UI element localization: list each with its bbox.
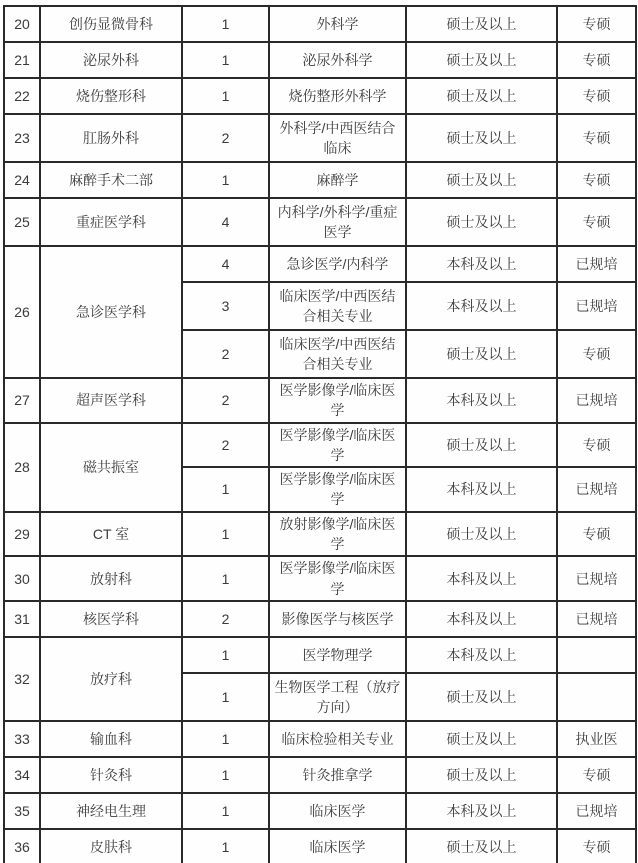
category-cell: 专硕 — [557, 330, 636, 378]
category-cell: 专硕 — [557, 78, 636, 114]
table-row — [4, 78, 636, 114]
education-cell: 本科及以上 — [406, 467, 557, 512]
category-cell: 已规培 — [557, 246, 636, 282]
row-number-cell: 33 — [4, 721, 40, 757]
education-cell: 硕士及以上 — [406, 673, 557, 721]
major-cell: 急诊医学/内科学 — [269, 246, 406, 282]
count-cell: 1 — [182, 829, 269, 863]
category-cell: 已规培 — [557, 556, 636, 601]
category-cell: 专硕 — [557, 6, 636, 42]
major-cell: 临床医学 — [269, 829, 406, 863]
count-cell: 2 — [182, 114, 269, 162]
count-cell: 1 — [182, 467, 269, 512]
category-cell — [557, 637, 636, 673]
table-row — [4, 721, 636, 757]
department-cell: 神经电生理 — [40, 793, 182, 829]
category-cell: 已规培 — [557, 467, 636, 512]
table-row — [4, 162, 636, 198]
department-cell: 放疗科 — [40, 637, 182, 721]
education-cell: 本科及以上 — [406, 793, 557, 829]
education-cell: 硕士及以上 — [406, 330, 557, 378]
department-cell: 泌尿外科 — [40, 42, 182, 78]
count-cell: 1 — [182, 793, 269, 829]
count-cell: 1 — [182, 6, 269, 42]
table-row — [4, 512, 636, 557]
education-cell: 硕士及以上 — [406, 512, 557, 557]
count-cell: 2 — [182, 330, 269, 378]
major-cell: 麻醉学 — [269, 162, 406, 198]
education-cell: 硕士及以上 — [406, 198, 557, 246]
count-cell: 2 — [182, 601, 269, 637]
major-cell: 泌尿外科学 — [269, 42, 406, 78]
recruitment-table — [3, 5, 637, 863]
education-cell: 硕士及以上 — [406, 114, 557, 162]
major-cell: 医学影像学/临床医学 — [269, 467, 406, 512]
department-cell: 核医学科 — [40, 601, 182, 637]
major-cell: 医学影像学/临床医学 — [269, 556, 406, 601]
category-cell — [557, 673, 636, 721]
row-number-cell: 22 — [4, 78, 40, 114]
row-number-cell: 34 — [4, 757, 40, 793]
department-cell: 磁共振室 — [40, 423, 182, 512]
row-number-cell: 27 — [4, 378, 40, 423]
category-cell: 专硕 — [557, 512, 636, 557]
major-cell: 医学影像学/临床医学 — [269, 423, 406, 468]
row-number-cell: 36 — [4, 829, 40, 863]
count-cell: 4 — [182, 198, 269, 246]
table-row — [4, 601, 636, 637]
category-cell: 已规培 — [557, 601, 636, 637]
table-row — [4, 246, 636, 282]
count-cell: 1 — [182, 637, 269, 673]
table-row — [4, 198, 636, 246]
row-number-cell: 28 — [4, 423, 40, 512]
education-cell: 硕士及以上 — [406, 423, 557, 468]
row-number-cell: 32 — [4, 637, 40, 721]
education-cell: 硕士及以上 — [406, 6, 557, 42]
row-number-cell: 29 — [4, 512, 40, 557]
major-cell: 放射影像学/临床医学 — [269, 512, 406, 557]
table-row — [4, 793, 636, 829]
major-cell: 医学物理学 — [269, 637, 406, 673]
department-cell: 烧伤整形科 — [40, 78, 182, 114]
category-cell: 专硕 — [557, 757, 636, 793]
major-cell: 临床检验相关专业 — [269, 721, 406, 757]
table-row — [4, 114, 636, 162]
department-cell: 麻醉手术二部 — [40, 162, 182, 198]
category-cell: 已规培 — [557, 378, 636, 423]
count-cell: 1 — [182, 757, 269, 793]
major-cell: 医学影像学/临床医学 — [269, 378, 406, 423]
row-number-cell: 21 — [4, 42, 40, 78]
count-cell: 2 — [182, 378, 269, 423]
count-cell: 2 — [182, 423, 269, 468]
major-cell: 内科学/外科学/重症医学 — [269, 198, 406, 246]
education-cell: 硕士及以上 — [406, 162, 557, 198]
count-cell: 4 — [182, 246, 269, 282]
major-cell: 临床医学 — [269, 793, 406, 829]
major-cell: 外科学 — [269, 6, 406, 42]
education-cell: 硕士及以上 — [406, 42, 557, 78]
category-cell: 专硕 — [557, 423, 636, 468]
row-number-cell: 30 — [4, 556, 40, 601]
count-cell: 1 — [182, 512, 269, 557]
category-cell: 专硕 — [557, 162, 636, 198]
department-cell: 放射科 — [40, 556, 182, 601]
department-cell: CT 室 — [40, 512, 182, 557]
count-cell: 1 — [182, 162, 269, 198]
department-cell: 皮肤科 — [40, 829, 182, 863]
table-row — [4, 637, 636, 673]
category-cell: 专硕 — [557, 42, 636, 78]
department-cell: 急诊医学科 — [40, 246, 182, 378]
count-cell: 1 — [182, 78, 269, 114]
category-cell: 已规培 — [557, 282, 636, 330]
department-cell: 重症医学科 — [40, 198, 182, 246]
department-cell: 超声医学科 — [40, 378, 182, 423]
row-number-cell: 25 — [4, 198, 40, 246]
major-cell: 生物医学工程（放疗方向） — [269, 673, 406, 721]
row-number-cell: 26 — [4, 246, 40, 378]
major-cell: 烧伤整形外科学 — [269, 78, 406, 114]
table-row — [4, 757, 636, 793]
department-cell: 创伤显微骨科 — [40, 6, 182, 42]
category-cell: 专硕 — [557, 198, 636, 246]
department-cell: 肛肠外科 — [40, 114, 182, 162]
department-cell: 输血科 — [40, 721, 182, 757]
category-cell: 专硕 — [557, 114, 636, 162]
education-cell: 本科及以上 — [406, 282, 557, 330]
category-cell: 执业医 — [557, 721, 636, 757]
row-number-cell: 31 — [4, 601, 40, 637]
table-row — [4, 6, 636, 42]
major-cell: 影像医学与核医学 — [269, 601, 406, 637]
table-row — [4, 423, 636, 468]
education-cell: 硕士及以上 — [406, 829, 557, 863]
count-cell: 1 — [182, 556, 269, 601]
department-cell: 针灸科 — [40, 757, 182, 793]
education-cell: 本科及以上 — [406, 246, 557, 282]
table-row — [4, 42, 636, 78]
education-cell: 硕士及以上 — [406, 721, 557, 757]
row-number-cell: 24 — [4, 162, 40, 198]
education-cell: 硕士及以上 — [406, 757, 557, 793]
table-row — [4, 829, 636, 863]
major-cell: 临床医学/中西医结合相关专业 — [269, 282, 406, 330]
table-row — [4, 556, 636, 601]
row-number-cell: 20 — [4, 6, 40, 42]
table-row — [4, 378, 636, 423]
education-cell: 本科及以上 — [406, 378, 557, 423]
education-cell: 本科及以上 — [406, 556, 557, 601]
row-number-cell: 23 — [4, 114, 40, 162]
count-cell: 1 — [182, 721, 269, 757]
count-cell: 3 — [182, 282, 269, 330]
row-number-cell: 35 — [4, 793, 40, 829]
major-cell: 外科学/中西医结合临床 — [269, 114, 406, 162]
major-cell: 针灸推拿学 — [269, 757, 406, 793]
education-cell: 本科及以上 — [406, 637, 557, 673]
category-cell: 专硕 — [557, 829, 636, 863]
count-cell: 1 — [182, 673, 269, 721]
education-cell: 本科及以上 — [406, 601, 557, 637]
count-cell: 1 — [182, 42, 269, 78]
major-cell: 临床医学/中西医结合相关专业 — [269, 330, 406, 378]
education-cell: 硕士及以上 — [406, 78, 557, 114]
category-cell: 已规培 — [557, 793, 636, 829]
